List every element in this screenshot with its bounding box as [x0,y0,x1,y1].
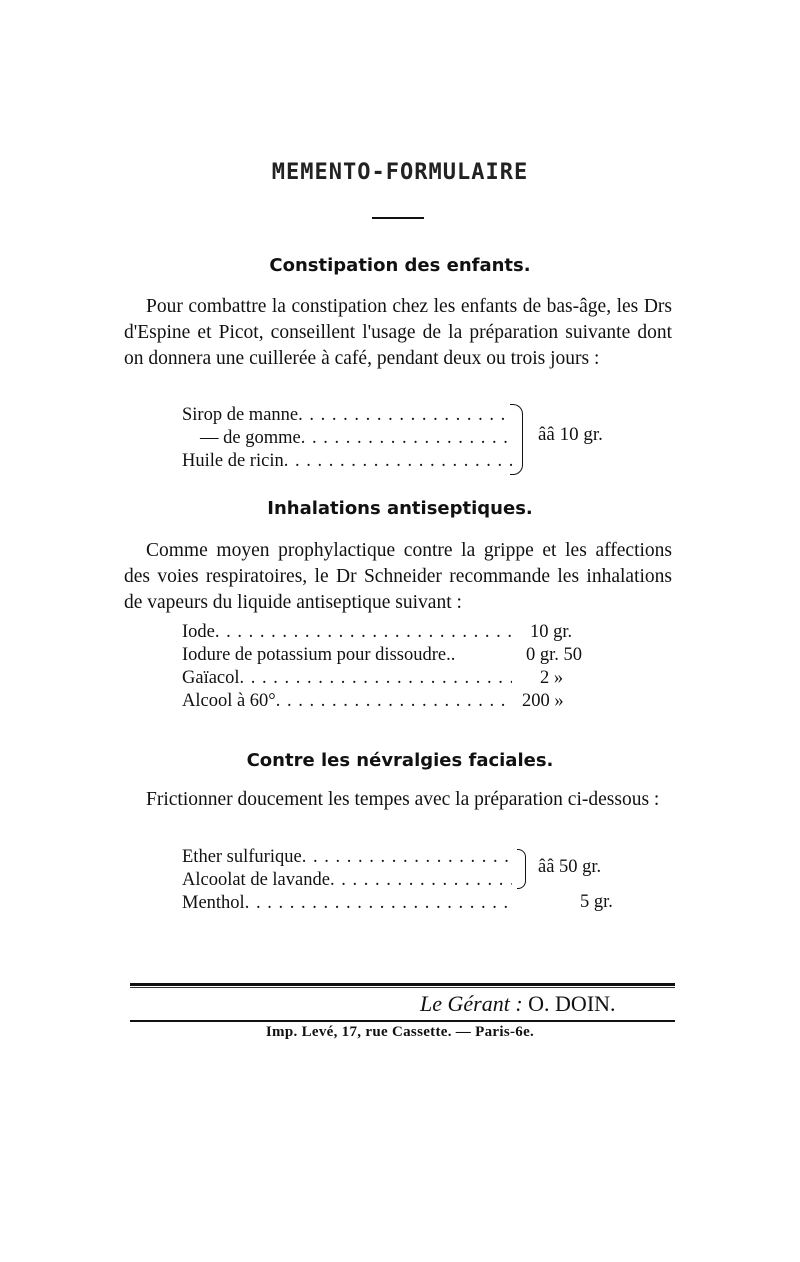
recipe-nevralgies [182,846,512,915]
brace-quantity: ââ 50 gr. [538,857,602,877]
paragraph-constipation: Pour combattre la constipation chez les enfants de bas-âge, les Drs d'Espine et Picot, conseillent l'usage de la préparation suivante dont on donnera une cuillerée à café, pendant deux ou trois jours : [124,296,672,369]
quantity: 5 gr. [580,892,613,912]
brace [510,404,523,475]
recipe-inhalations [182,621,512,713]
footer-rule [130,1020,675,1022]
recipe-item: Menthol . . . [182,892,512,915]
recipe-item: — de gomme . . . [182,427,512,450]
recipe-item: Iodure de potassium pour dissoudre.. [182,645,456,665]
paragraph-inhalations: Comme moyen prophylactique contre la grippe et les affections des voies respiratoires, le Dr Schneider recommande les inhalations de vapeurs du liquide antiseptique suivant : [124,540,672,613]
section-title-inhalations: Inhalations antiseptiques. [267,498,533,519]
section-title-constipation: Constipation des enfants. [269,255,531,276]
recipe-quantities [510,621,582,713]
recipe-item: Iode . . . [182,621,512,644]
recipe-item: Alcoolat de lavande . . . [182,869,512,892]
running-head: MEMENTO-FORMULAIRE [271,160,529,185]
recipe-item: Alcool à 60° . . . [182,690,512,713]
quantity: 10 gr. [530,622,573,642]
quantity: 0 gr. 50 [526,645,583,665]
recipe-constipation [182,404,512,473]
recipe-item: Huile de ricin . . . [182,450,512,473]
section-title-nevralgies: Contre les névralgies faciales. [246,750,554,771]
imprint: Imp. Levé, 17, rue Cassette. — Paris-6e. [265,1024,535,1040]
quantity: 200 » [522,691,564,711]
header-rule [372,217,424,219]
recipe-item: Sirop de manne . . . [182,404,512,427]
paragraph-nevralgies: Frictionner doucement les tempes avec la préparation ci-dessous : [146,789,660,810]
recipe-item: Gaïacol . . . [182,667,512,690]
footer-rule [130,983,675,986]
gerant-signature: Le Gérant : O. DOIN. [420,991,616,1016]
quantity: 2 » [540,668,564,688]
recipe-item: Ether sulfurique . . . [182,846,512,869]
brace-quantity: ââ 10 gr. [538,424,603,445]
brace [517,849,526,889]
footer-rule [130,987,675,988]
